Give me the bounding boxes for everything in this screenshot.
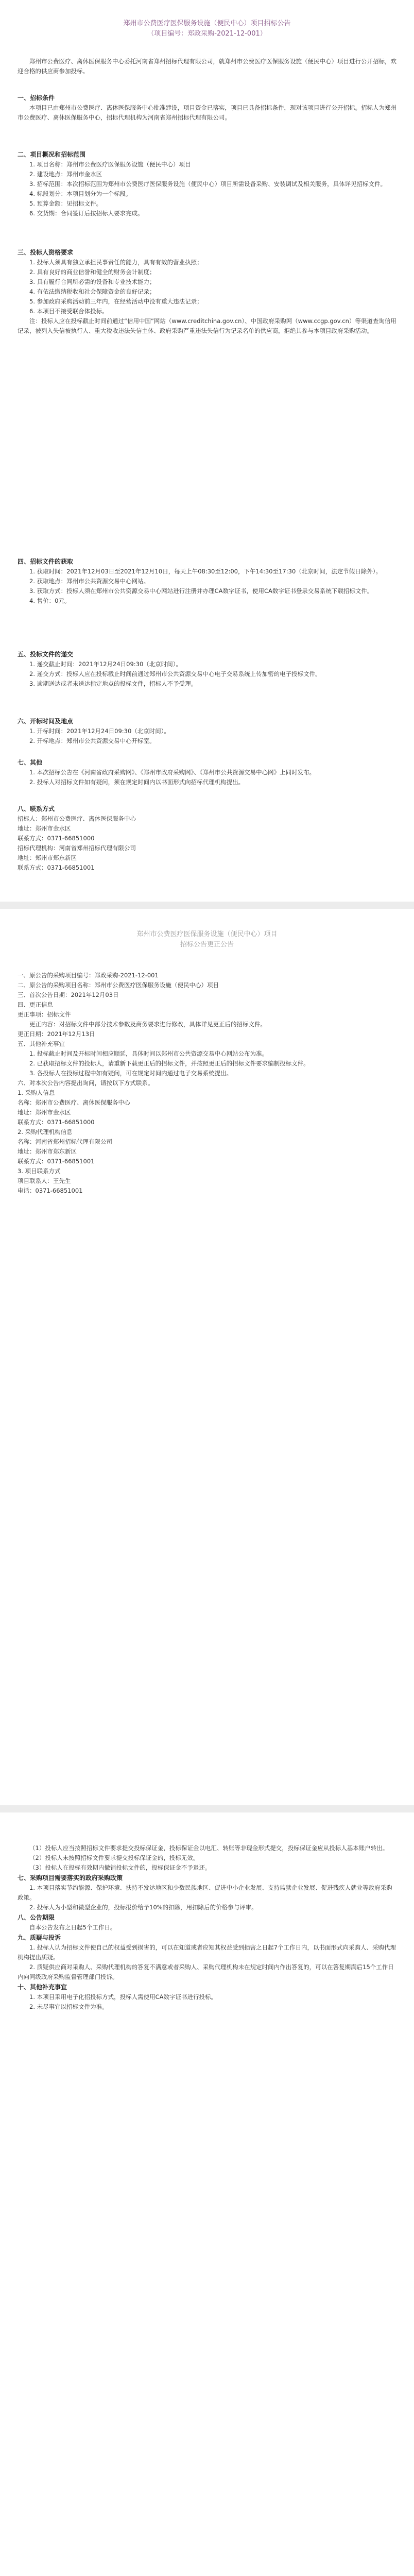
list-item: 2. 开标地点：郑州市公共资源交易中心开标室。 xyxy=(29,737,156,744)
list-item: 3. 逾期送达或者未送达指定地点的投标文件，招标人不予受理。 xyxy=(29,680,197,687)
section-heading: 七、采购项目需要落实的政府采购政策 xyxy=(18,1874,123,1882)
section-heading: 二、项目概况和招标范围 xyxy=(18,151,86,158)
text-line: 二、原公告的采购项目名称：郑州市公费医疗医保服务设施（便民中心）项目 xyxy=(18,981,219,989)
preface: 郑州市公费医疗、离休医保服务中心委托河南省郑州招标代理有限公司，就郑州市公费医疗医保服务设施（便民中心）项目进行公开招标，欢迎合格的供应商参加投标。 xyxy=(18,58,396,75)
document-page-3 xyxy=(0,1812,414,2576)
list-item: 1. 本次招标公告在《河南省政府采购网》、《郑州市政府采购网》、《郑州市公共资源交易中心网》上同时发布。 xyxy=(29,769,316,776)
list-item: 5. 参加政府采购活动前三年内，在经营活动中没有重大违法记录； xyxy=(29,298,203,305)
list-item: 2. 具有良好的商业信誉和健全的财务会计制度； xyxy=(29,268,156,276)
text-line: 联系方式：0371-66851000 xyxy=(18,1118,95,1126)
list-item: 1. 获取时间：2021年12月03日至2021年12月10日，每天上午08:30至12:00，下午14:30至17:30（北京时间，法定节假日除外）。 xyxy=(29,568,382,575)
text-line: 联系方式：0371-66851001 xyxy=(18,1158,95,1165)
text-line: 项目联系人：王先生 xyxy=(18,1177,71,1184)
text-line: 三、首次公告日期：2021年12月03日 xyxy=(18,991,119,998)
section-heading: 四、招标文件的获取 xyxy=(18,558,74,565)
text-line: 更正内容：对招标文件中部分技术参数及商务要求进行修改，具体详见更正后的招标文件。 xyxy=(29,1021,266,1028)
page-gap xyxy=(0,902,414,909)
list-item: 3. 具有履行合同所必需的设备和专业技术能力； xyxy=(29,278,156,285)
paragraph: 本项目已由郑州市公费医疗、离休医保服务中心批准建设，项目资金已落实，项目已具备招标条件，现对该项目进行公开招标。招标人为郑州市公费医疗、离休医保服务中心，招标代理机构为河南省郑州招标代理有限公司。 xyxy=(18,104,396,121)
list-item: 4. 标段划分：本项目划分为一个标段。 xyxy=(29,190,132,197)
text-line: 电话：0371-66851001 xyxy=(18,1187,83,1194)
list-item: 3. 招标范围：本次招标范围为郑州市公费医疗医保服务设施（便民中心）项目所需设备采购、安装调试及相关服务，具体详见招标文件。 xyxy=(29,180,387,188)
section-heading: 七、其他 xyxy=(18,759,43,766)
list-item: 4. 有依法缴纳税收和社会保障资金的良好记录； xyxy=(29,288,156,295)
contact-line: 招标代理机构：河南省郑州招标代理有限公司 xyxy=(18,844,136,852)
text-line: 1. 本项目落实节约能源、保护环境、扶持不发达地区和少数民族地区、促进中小企业发展、支持监狱企业发展、促进残疾人就业等政府采购政策。 xyxy=(18,1884,392,1901)
contact-line: 地址：郑州市金水区 xyxy=(18,825,71,832)
note: 注：投标人应在投标截止时间前通过“信用中国”网站（www.creditchina.gov.cn）、中国政府采购网（www.ccgp.gov.cn）等渠道查询信用记录，被列入失信被执行人、重大税收违法失信主体、政府采购严重违法失信行为记录名单的供应商，拒绝其参与本项目政府采购活动。 xyxy=(18,317,396,334)
section-heading: 八、公告期限 xyxy=(18,1914,55,1921)
document-page-2 xyxy=(0,909,414,1805)
list-item: 6. 本项目不接受联合体投标。 xyxy=(29,308,108,315)
contact-line: 招标人：郑州市公费医疗、离休医保服务中心 xyxy=(18,815,136,822)
text-line: 3. 项目联系方式 xyxy=(18,1167,61,1175)
text-line: 名称：河南省郑州招标代理有限公司 xyxy=(18,1138,112,1145)
text-line: 2. 投标人为小型和微型企业的，投标报价给予10%的扣除，用扣除后的价格参与评审。 xyxy=(29,1904,257,1911)
section-heading: 五、投标文件的递交 xyxy=(18,651,74,658)
text-line: 1. 投标截止时间及开标时间相应顺延，具体时间以郑州市公共资源交易中心网站公布为准。 xyxy=(29,1050,268,1057)
text-line: 一、原公告的采购项目编号：郑政采购-2021-12-001 xyxy=(18,972,159,979)
section-title: 郑州市公费医疗医保服务设施（便民中心）项目 xyxy=(136,930,278,938)
text-line: 2. 采购代理机构信息 xyxy=(18,1128,73,1136)
section-heading: 六、开标时间及地点 xyxy=(18,718,74,725)
text-line: 2. 已获取招标文件的投标人，请重新下载更正后的招标文件，并按照更正后的招标文件要求编制投标文件。 xyxy=(29,1060,309,1067)
text-line: （3）投标人在投标有效期内撤销投标文件的，投标保证金不予退还。 xyxy=(29,1864,211,1871)
text-line: 1. 本项目采用电子化招投标方式，投标人需使用CA数字证书进行投标。 xyxy=(29,1993,217,2001)
list-item: 5. 预算金额：见招标文件。 xyxy=(29,200,102,207)
list-item: 1. 项目名称：郑州市公费医疗医保服务设施（便民中心）项目 xyxy=(29,161,191,168)
document-subtitle: （项目编号：郑政采购-2021-12-001） xyxy=(147,30,267,38)
list-item: 1. 递交截止时间：2021年12月24日09:30（北京时间）。 xyxy=(29,660,182,668)
page-gap xyxy=(0,1805,414,1812)
document-page-1 xyxy=(0,0,414,902)
section-heading: 九、质疑与投诉 xyxy=(18,1934,61,1941)
text-line: （2）投标人未按照招标文件要求提交投标保证金的，投标无效。 xyxy=(29,1854,199,1861)
text-line: 2. 质疑供应商对采购人、采购代理机构的答复不满意或者采购人、采购代理机构未在规定时间内作出答复的，可以在答复期满后15个工作日内向同级政府采购监督管理部门投诉。 xyxy=(18,1963,394,1980)
section-heading: 八、联系方式 xyxy=(18,805,55,812)
contact-line: 联系方式：0371-66851001 xyxy=(18,864,95,871)
contact-line: 地址：郑州市郑东新区 xyxy=(18,854,77,861)
section-subtitle: 招标公告更正公告 xyxy=(180,941,234,948)
text-line: 更正事项：招标文件 xyxy=(18,1011,71,1018)
list-item: 1. 投标人须具有独立承担民事责任的能力，具有有效的营业执照； xyxy=(29,259,203,266)
list-item: 3. 获取方式：投标人须在郑州市公共资源交易中心网站进行注册并办理CA数字证书，使用CA数字证书登录交易系统下载招标文件。 xyxy=(29,587,373,595)
text-line: （1）投标人应当按照招标文件要求提交投标保证金，投标保证金以电汇、转账等非现金形式提交，投标保证金应从投标人基本账户转出。 xyxy=(29,1844,389,1852)
list-item: 4. 售价：0元。 xyxy=(29,597,71,604)
text-line: 六、对本次公告内容提出询问，请按以下方式联系。 xyxy=(18,1079,154,1087)
text-line: 自本公告发布之日起5个工作日。 xyxy=(29,1924,116,1931)
list-item: 1. 开标时间：2021年12月24日09:30（北京时间）。 xyxy=(29,727,170,735)
text-line: 四、更正信息 xyxy=(18,1001,53,1008)
list-item: 2. 建设地点：郑州市金水区 xyxy=(29,171,102,178)
text-line: 更正日期：2021年12月13日 xyxy=(18,1030,95,1038)
list-item: 2. 递交方式：投标人应在投标截止时间前通过郑州市公共资源交易中心电子交易系统上传加密的电子投标文件。 xyxy=(29,670,321,677)
list-item: 2. 获取地点：郑州市公共资源交易中心网站。 xyxy=(29,578,150,585)
text-line: 地址：郑州市郑东新区 xyxy=(18,1148,77,1155)
text-line: 1. 投标人认为招标文件使自己的权益受到损害的，可以在知道或者应知其权益受到损害之日起7个工作日内，以书面形式向采购人、采购代理机构提出质疑。 xyxy=(18,1944,396,1961)
section-heading: 十、其他补充事宜 xyxy=(18,1984,67,1991)
text-line: 名称：郑州市公费医疗、离休医保服务中心 xyxy=(18,1099,130,1106)
section-heading: 三、投标人资格要求 xyxy=(18,249,74,256)
text-line: 3. 各投标人在投标过程中如有疑问，可在规定时间内通过电子交易系统提出。 xyxy=(29,1070,233,1077)
list-item: 2. 投标人对招标文件如有疑问，须在规定时间内以书面形式向招标代理机构提出。 xyxy=(29,778,245,786)
text-line: 2. 未尽事宜以招标文件为准。 xyxy=(29,2003,108,2010)
section-heading: 一、招标条件 xyxy=(18,94,55,101)
contact-line: 联系方式：0371-66851000 xyxy=(18,835,95,842)
text-line: 1. 采购人信息 xyxy=(18,1089,55,1096)
text-line: 地址：郑州市金水区 xyxy=(18,1109,71,1116)
document-title: 郑州市公费医疗医保服务设施（便民中心）项目招标公告 xyxy=(123,20,291,27)
text-line: 五、其他补充事宜 xyxy=(18,1040,65,1047)
list-item: 6. 交货期：合同签订后按招标人要求完成。 xyxy=(29,210,144,217)
